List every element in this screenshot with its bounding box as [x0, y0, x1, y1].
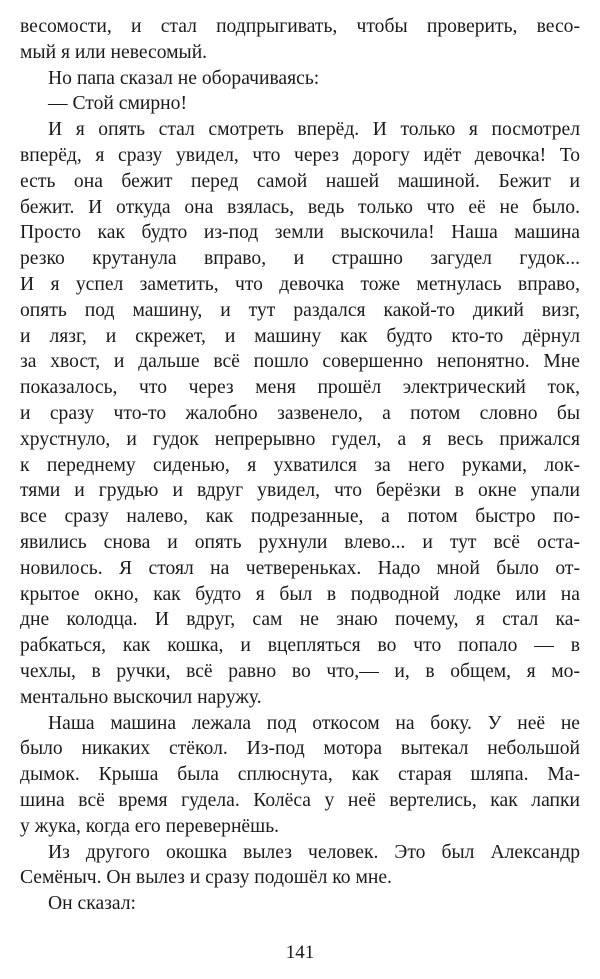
page-text: [20, 14, 580, 917]
text-line: Он сказал:: [48, 893, 136, 915]
text-line: И я успел заметить, что девочка тоже метнулась вправо,: [20, 273, 580, 295]
text-line: к переднему сиденью, я ухватился за него руками, лок-: [20, 454, 580, 476]
text-line: все сразу налево, как подрезанные, а потом быстро по-: [20, 506, 580, 528]
text-line: бежит. И откуда она взялась, ведь только что её не было.: [20, 196, 580, 218]
text-line: дымок. Крыша была сплюснута, как старая шляпа. Ма-: [20, 764, 580, 786]
text-line: мый я или невесомый.: [20, 41, 208, 63]
text-line: показалось, что через меня прошёл электрический ток,: [20, 377, 580, 399]
text-line: новилось. Я стоял на четвереньках. Надо мной было от-: [20, 557, 580, 579]
text-line: вперёд, я сразу увидел, что через дорогу идёт девочка! То: [20, 144, 580, 166]
text-line: опять под машину, и тут раздался какой-то дикий визг,: [20, 299, 580, 321]
text-line: ментально выскочил наружу.: [20, 686, 262, 708]
text-line: явились снова и опять рухнули влево... и тут всё оста-: [20, 531, 580, 553]
text-line: крытое окно, как будто я был в подводной лодке или на: [20, 583, 580, 605]
text-line: рабкаться, как кошка, и вцепляться во что попало — в: [20, 635, 580, 657]
text-line: Но папа сказал не оборачиваясь:: [48, 67, 320, 89]
text-line: — Стой смирно!: [48, 93, 187, 115]
page-number: 141: [285, 942, 315, 963]
text-line: есть она бежит перед самой нашей машиной. Бежит и: [20, 170, 580, 192]
text-line: за хвост, и дальше всё пошло совершенно непонятно. Мне: [20, 351, 580, 373]
text-line: весомости, и стал подпрыгивать, чтобы проверить, весо-: [20, 16, 580, 37]
text-line: было никаких стёкол. Из-под мотора вытекал небольшой: [20, 738, 580, 760]
text-line: тями и грудью и вдруг увидел, что берёзки в окне упали: [20, 480, 580, 502]
text-line: чехлы, в ручки, всё равно во что,— и, в общем, я мо-: [20, 660, 580, 682]
text-line: резко крутанула вправо, и страшно загудел гудок...: [20, 248, 580, 270]
text-line: хрустнуло, и гудок непрерывно гудел, а я весь прижался: [20, 428, 580, 450]
text-line: у жука, когда его перевернёшь.: [20, 815, 280, 837]
text-line: шина всё время гудела. Колёса у неё вертелись, как лапки: [20, 789, 580, 811]
text-line: и лязг, и скрежет, и машину как будто кто-то дёрнул: [20, 325, 580, 347]
text-line: дне колодца. И вдруг, сам не знаю почему, я стал ка-: [20, 609, 580, 631]
text-line: Наша машина лежала под откосом на боку. У неё не: [48, 712, 580, 734]
text-line: И я опять стал смотреть вперёд. И только я посмотрел: [48, 119, 580, 141]
text-line: и сразу что-то жалобно зазвенело, а потом словно бы: [20, 402, 580, 424]
text-line: Из другого окошка вылез человек. Это был Александр: [48, 841, 580, 863]
text-line: Семёныч. Он вылез и сразу подошёл ко мне.: [20, 867, 392, 889]
text-line: Просто как будто из-под земли выскочила! Наша машина: [20, 222, 580, 244]
